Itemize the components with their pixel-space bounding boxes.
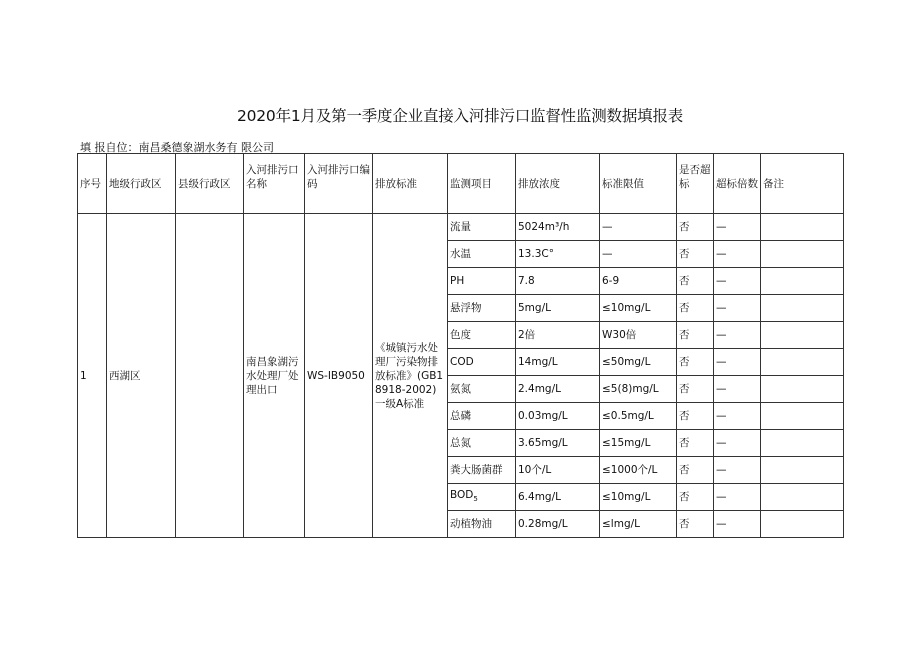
- multiple-value: —: [714, 322, 761, 349]
- remark-value: [761, 295, 844, 322]
- record-outlet-name: 南昌象湖污水处理厂处理出口: [244, 214, 305, 538]
- remark-value: [761, 214, 844, 241]
- header-outlet-name: 入河排污口名称: [244, 154, 305, 214]
- monitoring-item: [448, 376, 516, 403]
- concentration-value: 0.03mg/L: [516, 403, 600, 430]
- record-seq: 1: [78, 214, 107, 538]
- limit-value: ≤10mg/L: [600, 295, 677, 322]
- table-row: [78, 214, 844, 241]
- monitoring-item: [448, 430, 516, 457]
- limit-value: —: [600, 214, 677, 241]
- monitoring-item: [448, 511, 516, 538]
- multiple-value: —: [714, 403, 761, 430]
- multiple-value: —: [714, 430, 761, 457]
- remark-value: [761, 430, 844, 457]
- multiple-value: —: [714, 295, 761, 322]
- concentration-value: 5mg/L: [516, 295, 600, 322]
- header-concentration: 排放浓度: [516, 154, 600, 214]
- multiple-value: —: [714, 457, 761, 484]
- concentration-value: 5024m³/h: [516, 214, 600, 241]
- monitoring-item-subscript: 5: [473, 495, 478, 504]
- monitoring-item: [448, 268, 516, 295]
- remark-value: [761, 484, 844, 511]
- limit-value: —: [600, 241, 677, 268]
- monitoring-item-label: 流量: [450, 221, 471, 233]
- monitoring-item-label: PH: [450, 275, 465, 287]
- remark-value: [761, 457, 844, 484]
- record-county-district: [176, 214, 244, 538]
- monitoring-item: [448, 241, 516, 268]
- header-multiple: 超标倍数: [714, 154, 761, 214]
- monitoring-item-label: COD: [450, 356, 474, 368]
- reporting-unit-label: 填 报自位：南昌桑德象湖水务有 限公司: [80, 141, 274, 154]
- header-exceed: 是否超标: [677, 154, 714, 214]
- multiple-value: —: [714, 241, 761, 268]
- limit-value: ≤lmg/L: [600, 511, 677, 538]
- monitoring-item: [448, 484, 516, 511]
- header-remark: 备注: [761, 154, 844, 214]
- monitoring-item-label: 氨氮: [450, 383, 471, 395]
- monitoring-item-label: 悬浮物: [450, 302, 482, 314]
- monitoring-item: [448, 322, 516, 349]
- monitoring-item: [448, 457, 516, 484]
- monitoring-item: [448, 403, 516, 430]
- header-county-district: 县级行政区: [176, 154, 244, 214]
- limit-value: 6-9: [600, 268, 677, 295]
- record-city-district: 西湖区: [107, 214, 176, 538]
- exceed-value: 否: [677, 457, 714, 484]
- exceed-value: 否: [677, 214, 714, 241]
- monitoring-item-label: 色度: [450, 329, 471, 341]
- header-limit: 标准限值: [600, 154, 677, 214]
- exceed-value: 否: [677, 376, 714, 403]
- header-seq: 序号: [78, 154, 107, 214]
- record-standard: 《城镇污水处理厂污染物排放标准》(GB18918-2002)一级A标准: [373, 214, 448, 538]
- monitoring-item-label: 总氮: [450, 437, 471, 449]
- concentration-value: 3.65mg/L: [516, 430, 600, 457]
- exceed-value: 否: [677, 322, 714, 349]
- monitoring-data-table: [77, 153, 844, 538]
- header-row: [78, 154, 844, 214]
- concentration-value: 14mg/L: [516, 349, 600, 376]
- header-item: 监测项目: [448, 154, 516, 214]
- header-standard: 排放标准: [373, 154, 448, 214]
- multiple-value: —: [714, 214, 761, 241]
- exceed-value: 否: [677, 349, 714, 376]
- remark-value: [761, 349, 844, 376]
- monitoring-item: [448, 295, 516, 322]
- exceed-value: 否: [677, 430, 714, 457]
- concentration-value: 2.4mg/L: [516, 376, 600, 403]
- concentration-value: 2倍: [516, 322, 600, 349]
- limit-value: ≤5(8)mg/L: [600, 376, 677, 403]
- monitoring-item-label: BOD: [450, 488, 474, 501]
- page-title: 2020年1月及第一季度企业直接入河排污口监督性监测数据填报表: [236, 107, 684, 125]
- monitoring-item-label: 动植物油: [450, 518, 492, 530]
- monitoring-item-label: 总磷: [450, 410, 471, 422]
- exceed-value: 否: [677, 268, 714, 295]
- limit-value: ≤1000个/L: [600, 457, 677, 484]
- exceed-value: 否: [677, 484, 714, 511]
- record-outlet-code: WS-IB9050: [305, 214, 373, 538]
- concentration-value: 0.28mg/L: [516, 511, 600, 538]
- remark-value: [761, 268, 844, 295]
- multiple-value: —: [714, 511, 761, 538]
- limit-value: ≤0.5mg/L: [600, 403, 677, 430]
- remark-value: [761, 511, 844, 538]
- multiple-value: —: [714, 484, 761, 511]
- header-outlet-code: 入河排污口编码: [305, 154, 373, 214]
- remark-value: [761, 403, 844, 430]
- monitoring-item: [448, 214, 516, 241]
- concentration-value: 6.4mg/L: [516, 484, 600, 511]
- limit-value: ≤10mg/L: [600, 484, 677, 511]
- remark-value: [761, 322, 844, 349]
- multiple-value: —: [714, 349, 761, 376]
- concentration-value: 10个/L: [516, 457, 600, 484]
- monitoring-item: [448, 349, 516, 376]
- limit-value: ≤15mg/L: [600, 430, 677, 457]
- multiple-value: —: [714, 268, 761, 295]
- exceed-value: 否: [677, 295, 714, 322]
- remark-value: [761, 376, 844, 403]
- limit-value: W30倍: [600, 322, 677, 349]
- monitoring-item-label: 粪大肠菌群: [450, 464, 503, 476]
- concentration-value: 7.8: [516, 268, 600, 295]
- exceed-value: 否: [677, 241, 714, 268]
- limit-value: ≤50mg/L: [600, 349, 677, 376]
- multiple-value: —: [714, 376, 761, 403]
- remark-value: [761, 241, 844, 268]
- header-city-district: 地级行政区: [107, 154, 176, 214]
- exceed-value: 否: [677, 511, 714, 538]
- exceed-value: 否: [677, 403, 714, 430]
- concentration-value: 13.3C°: [516, 241, 600, 268]
- monitoring-item-label: 水温: [450, 248, 471, 260]
